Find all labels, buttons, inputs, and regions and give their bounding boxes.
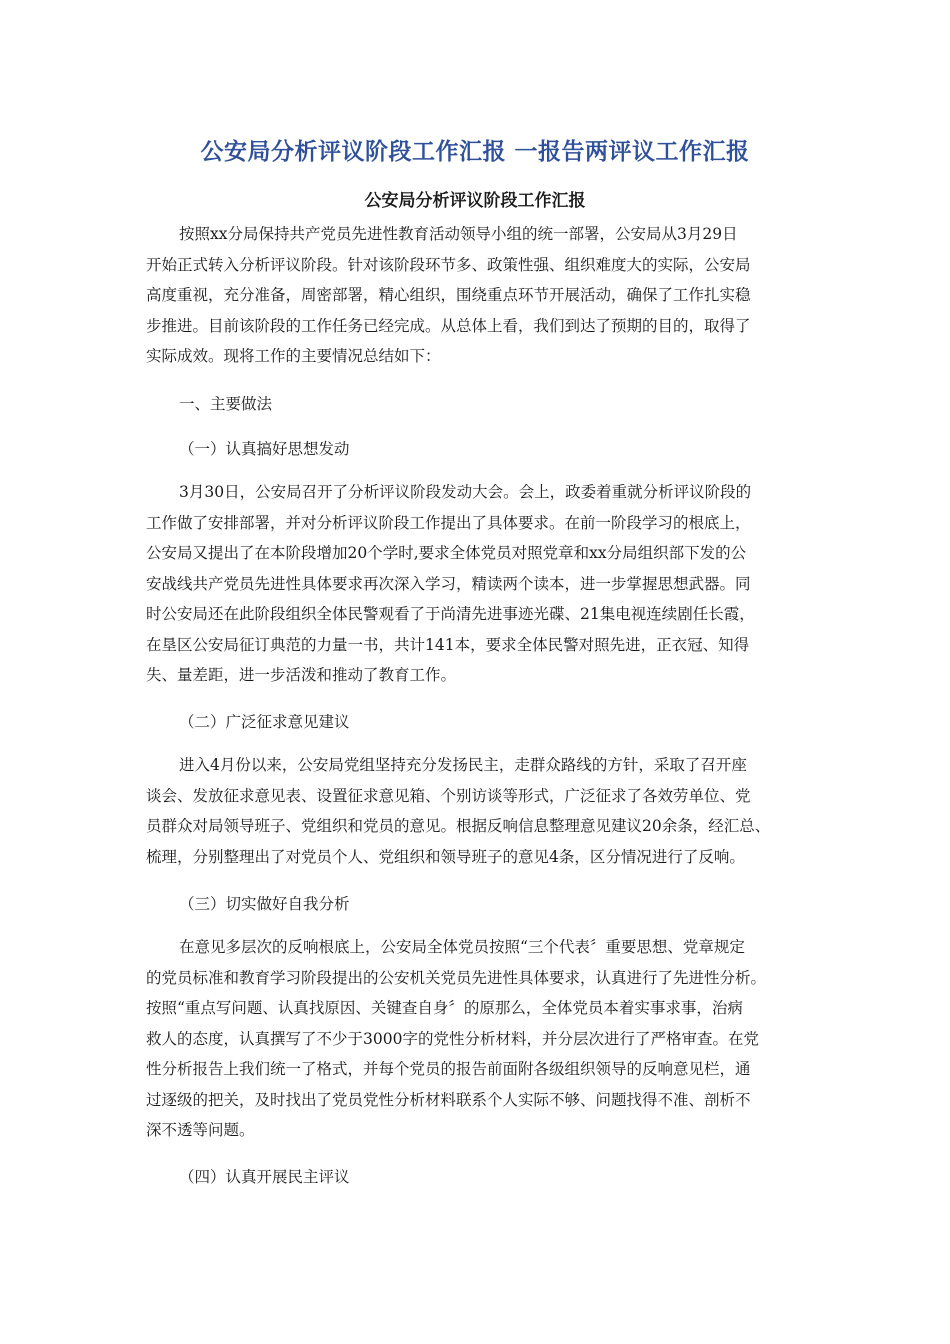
paragraph-line: 3月30日，公安局召开了分析评议阶段发动大会。会上，政委着重就分析评议阶段的	[179, 483, 752, 501]
paragraph-line: 失、量差距，进一步活泼和推动了教育工作。	[146, 666, 457, 684]
paragraph-line: 过逐级的把关，及时找出了党员党性分析材料联系个人实际不够、问题找得不准、剖析不	[146, 1090, 751, 1109]
subsection-heading-1: （一）认真搞好思想发动	[179, 440, 350, 458]
paragraph-line: 梳理，分别整理出了对党员个人、党组织和领导班子的意见4条，区分情况进行了反响。	[146, 847, 745, 866]
paragraph-line: 的党员标准和教育学习阶段提出的公安机关党员先进性具体要求，认真进行了先进性分析。	[146, 968, 767, 987]
paragraph-line: 按照xx分局保持共产党员先进性教育活动领导小组的统一部署，公安局从3月29日	[179, 225, 738, 243]
paragraph-line: 高度重视，充分准备，周密部署，精心组织，围绕重点环节开展活动，确保了工作扎实稳	[146, 286, 751, 304]
paragraph-line: 开始正式转入分析评议阶段。针对该阶段环节多、政策性强、组织难度大的实际，公安局	[146, 255, 751, 274]
subsection-1-paragraph	[146, 477, 826, 691]
paragraph-line: 性分析报告上我们统一了格式，并每个党员的报告前面附各级组织领导的反响意见栏，通	[146, 1060, 751, 1078]
document-subtitle: 公安局分析评议阶段工作汇报	[364, 191, 586, 211]
paragraph-line: 救人的态度，认真撰写了不少于3000字的党性分析材料，并分层次进行了严格审查。在党	[146, 1029, 759, 1048]
paragraph-line: 谈会、发放征求意见表、设置征求意见箱、个别访谈等形式，广泛征求了各效劳单位、党	[146, 786, 751, 805]
intro-paragraph	[146, 219, 826, 372]
paragraph-line: 在意见多层次的反响根底上，公安局全体党员按照“三个代表〞重要思想、党章规定	[179, 938, 745, 956]
subsection-heading-4: （四）认真开展民主评议	[179, 1168, 350, 1186]
paragraph-line: 步推进。目前该阶段的工作任务已经完成。从总体上看，我们到达了预期的目的，取得了	[146, 316, 751, 335]
paragraph-line: 在垦区公安局征订典范的力量一书，共计141本，要求全体民警对照先进，正衣冠、知得	[146, 635, 750, 654]
paragraph-line: 进入4月份以来，公安局党组坚持充分发扬民主，走群众路线的方针，采取了召开座	[179, 756, 747, 774]
subsection-heading-3: （三）切实做好自我分析	[179, 895, 350, 913]
subsection-3-paragraph	[146, 932, 826, 1146]
section-heading-main-methods: 一、主要做法	[179, 395, 273, 413]
paragraph-line: 工作做了安排部署，并对分析评议阶段工作提出了具体要求。在前一阶段学习的根底上，	[146, 513, 751, 532]
subsection-heading-2: （二）广泛征求意见建议	[179, 713, 350, 731]
paragraph-line: 实际成效。现将工作的主要情况总结如下：	[146, 347, 441, 365]
document-title: 公安局分析评议阶段工作汇报 一报告两评议工作汇报	[200, 139, 750, 165]
paragraph-line: 安战线共产党员先进性具体要求再次深入学习，精读两个读本，进一步掌握思想武器。同	[146, 574, 751, 593]
paragraph-line: 时公安局还在此阶段组织全体民警观看了于尚清先进事迹光碟、21集电视连续剧任长霞，	[146, 605, 755, 623]
paragraph-line: 员群众对局领导班子、党组织和党员的意见。根据反响信息整理意见建议20余条，经汇总、	[146, 817, 771, 835]
subsection-2-paragraph	[146, 750, 826, 872]
paragraph-line: 公安局又提出了在本阶段增加20个学时,要求全体党员对照党章和xx分局组织部下发的公	[146, 544, 747, 562]
paragraph-line: 按照“重点写问题、认真找原因、关键查自身〞的原那么，全体党员本着实事求事，治病	[146, 999, 743, 1017]
paragraph-line: 深不透等问题。	[146, 1121, 255, 1139]
